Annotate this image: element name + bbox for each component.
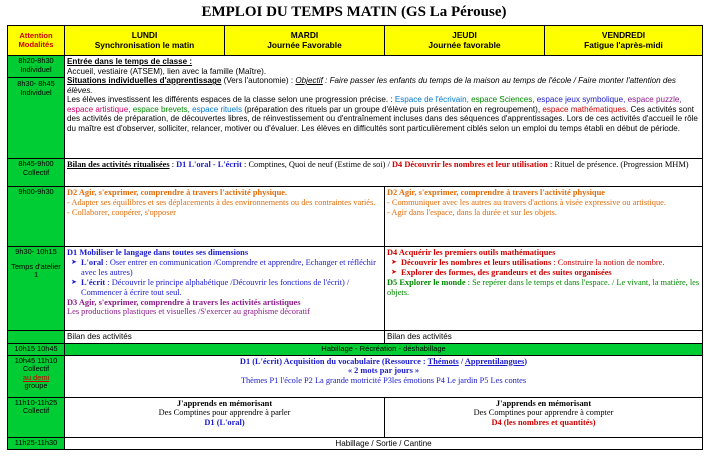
vocab-cell: D1 (L'écrit) Acquisition du vocabulaire (Ressource : Thémots / Apprentilangues) « 2 mots par jours » Thèmes P1 l'école P2 La grande motricité P3les émotions P4 Le jardin P5 Les contes — [65, 355, 703, 397]
page-title: EMPLOI DU TEMPS MATIN (GS La Pérouse) — [201, 4, 507, 20]
time-atelier: 9h30- 10h15 Temps d'atelier 1 — [8, 247, 65, 331]
row-sortie — [8, 437, 703, 450]
day-monday: LUNDI Synchronisation le matin — [65, 26, 225, 56]
sortie-cell: Habillage / Sortie / Cantine — [65, 437, 703, 450]
time-physique: 9h00-9h30 — [8, 187, 65, 247]
row-memo — [8, 397, 703, 437]
time-rituels: 8h45-9h00 Collectif — [8, 159, 65, 187]
row-vocab — [8, 355, 703, 397]
bilan-right: Bilan des activités — [385, 331, 703, 344]
accueil-cell: Entrée dans le temps de classe : Accueil, vestiaire (ATSEM), lien avec la famille (Maître). Situations individuelles d'apprentissage (Vers l'autonomie) : Objectif : Faire passer les enfants du temps de la maison au temps de l'école / Faire monter l'attention des élèves. Les élèves investissent les différents espaces de la classe selon une progression précise. : Espace de l'écrivain, espace Sciences, espace jeux symbolique, espace puzzle, espace artistique, espace brevets, espace rituels (préparation des rituels par un groupe d'élève puis présentation en regroupement), espace mathématiques. Ces activités sont des activités de préparation, de découvertes libres, de réinvestissement ou d'entraînement incluses dans des séquences d'apprentissages. Lors de ces activités d'accueil le rôle du maître est d'observer, solliciter, relancer, motiver ou d'évaluer. Les élèves en difficultés sont particulièrement ciblés selon un emploi du temps établi en début de période. — [65, 56, 703, 159]
row-atelier — [8, 247, 703, 331]
day-friday: VENDREDI Fatigue l'après-midi — [545, 26, 703, 56]
time-vocab: 10h45 11h10 Collectif au demi groupe — [8, 355, 65, 397]
atelier-left-cell: D1 Mobiliser le langage dans toutes ses dimensions ➤ L'oral : Oser entrer en communication /Comprendre et apprendre, Echanger et réfléchir avec les autres) ➤ L'écrit : Découvrir le principe alphabétique /Découvrir les fonctions de l'écrit) / Commencer à écrire tout seul. D3 Agir, s'exprimer, comprendre à travers les activités artistiques Les productions plastiques et visuelles /S'exercer au graphisme décoratif — [65, 247, 385, 331]
recre-cell: Habillage - Récréation - déshabillage — [65, 343, 703, 355]
rituels-cell: Bilan des activités ritualisées : D1 L'oral - L'écrit : Comptines, Quoi de neuf (Estime de soi) / D4 Découvrir les nombres et leur utilisation : Rituel de présence. (Progression MHM) — [65, 159, 703, 187]
memo-right-cell: J'apprends en mémorisant Des Comptines pour apprendre à compter D4 (les nombres et quantités) — [385, 397, 703, 437]
row-bilan — [8, 331, 703, 344]
physique-right-cell: D2 Agir, s'exprimer, comprendre à travers l'activité physique - Communiquer avec les autres au travers d'actions à visée expressive ou artistique. - Agir dans l'espace, dans la durée et sur les objets. — [385, 187, 703, 247]
row-rituels — [8, 159, 703, 187]
bilan-left: Bilan des activités — [65, 331, 385, 344]
timetable — [7, 25, 703, 450]
memo-left-cell: J'apprends en mémorisant Des Comptines pour apprendre à parler D1 (L'oral) — [65, 397, 385, 437]
day-tuesday: MARDI Journée Favorable — [225, 26, 385, 56]
time-recre: 10h15 10h45 — [8, 343, 65, 355]
physique-left-cell: D2 Agir, s'exprimer, comprendre à travers l'activité physique. - Adapter ses équilibres et ses déplacements à des environnements ou des contraintes variés. - Collaborer, coopérer, s'opposer — [65, 187, 385, 247]
day-thursday: JEUDI Journée favorable — [385, 26, 545, 56]
row-physique — [8, 187, 703, 247]
corner-cell: Attention Modalités — [8, 26, 65, 56]
header-row — [8, 26, 703, 56]
time-sortie: 11h25-11h30 — [8, 437, 65, 450]
time-accueil: 8h20-8h30 Individuel 8h30- 8h45 Individuel — [8, 56, 65, 159]
time-memo: 11h10-11h25 Collectif — [8, 397, 65, 437]
atelier-right-cell: D4 Acquérir les premiers outils mathématiques ➤ Découvrir les nombres et leurs utilisations : Construire la notion de nombre. ➤ Explorer des formes, des grandeurs et des suites organisées D5 Explorer le monde : Se repérer dans le temps et dans l'espace. / Le vivant, la matière, les objets. — [385, 247, 703, 331]
time-bilan — [8, 331, 65, 344]
row-accueil — [8, 56, 703, 159]
row-recre — [8, 343, 703, 355]
